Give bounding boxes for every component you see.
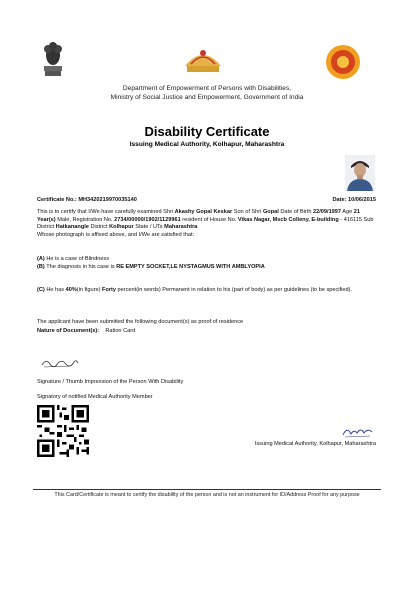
state-seal-icon: [324, 43, 362, 81]
applicant-signature: [40, 355, 80, 369]
certificate-title: Disability Certificate: [144, 124, 270, 139]
state-value: Maharashtra: [164, 224, 198, 231]
applicant-name: Akashy Gopal Keskar: [174, 209, 233, 215]
department-header: [0, 84, 414, 102]
percent-words: Forty: [102, 287, 116, 293]
diagnosis-value: RE EMPTY SOCKET,LE NYSTAGMUS WITH AMBLYOPIA: [116, 264, 265, 270]
clause-b-label: (B): [37, 264, 45, 270]
nature-of-documents: [37, 328, 377, 336]
applicant-signature-label: Signature / Thumb Impression of the Person With Disability: [37, 379, 184, 385]
text-fragment: He has: [44, 287, 66, 293]
father-name: Gopal: [262, 209, 279, 215]
residence-proof-line: The applicant have been submitted the following document(s) as proof of residence: [37, 319, 244, 325]
diagnosis-line: [37, 264, 377, 272]
department-logo-icon: [181, 40, 225, 76]
nature-label: Nature of Document(s):: [37, 328, 100, 334]
text-fragment: (in figure): [76, 287, 102, 293]
text-fragment: Whose photograph is affixed above, and I/We are satisfied that:: [37, 231, 195, 238]
ministry-line: Ministry of Social Justice and Empowerment, Government of India: [110, 94, 304, 101]
text-fragment: The diagnosis in his case is: [44, 264, 117, 270]
signatory-label: Signatory of notified Medical Authority Member: [37, 394, 153, 400]
certificate-number: Certificate No.: MH3420219970035140: [37, 197, 137, 203]
issuing-authority-label: Issuing Medical Authority, Kolhapur, Maharashtra: [254, 441, 376, 447]
text-fragment: This is to certify that I/We have carefully examined Shri: [37, 209, 175, 215]
text-fragment: Age: [341, 209, 354, 215]
certificate-subtitle: Issuing Medical Authority, Kolhapur, Maharashtra: [129, 141, 285, 148]
national-emblem-icon: [40, 40, 66, 78]
disability-percentage-line: [37, 287, 377, 295]
text-fragment: Date of Birth: [278, 209, 314, 215]
age-value: 21 Year(s): [37, 209, 361, 223]
date-of-birth: 22/09/1997: [313, 209, 342, 215]
certificate-date: Date: 10/06/2015: [332, 197, 376, 203]
text-fragment: District: [88, 224, 110, 231]
certification-paragraph: [37, 209, 377, 239]
clause-c-label: (C): [37, 287, 45, 293]
authority-signature: [340, 424, 376, 440]
footer-disclaimer: This Card/Certificate is meant to certify the disability of the person and is not an instrument for ID/Address Proof for any purpose: [54, 492, 360, 498]
text-fragment: - 416115 Sub District: [37, 216, 374, 231]
department-line: Department of Empowerment of Persons with Disabilities,: [122, 85, 292, 92]
address-value: Vikas Nagar, Mscb Colleny, E-building: [237, 216, 339, 223]
district-value: Kolhapur: [109, 224, 134, 231]
nature-value: Ration Card: [105, 328, 136, 334]
text-fragment: resident of House No.: [180, 216, 238, 223]
text-fragment: State / UTs: [133, 224, 165, 231]
subdistrict-value: Hatkanangle: [55, 224, 89, 231]
text-fragment: percent(in words) Permanent in relation to his (part of body) as per guidelines (to be specified).: [115, 287, 352, 293]
registration-number: 2734/00000/1902/1129961: [114, 216, 181, 223]
disability-type-line: [37, 256, 377, 264]
footer-divider: [33, 489, 381, 490]
applicant-photo: [345, 155, 375, 191]
clause-a-label: (A): [37, 256, 45, 262]
text-fragment: Son of Shri: [232, 209, 263, 215]
text-fragment: Male, Registration No.: [55, 216, 115, 223]
qr-code: [37, 405, 89, 457]
percent-figure: 40%: [65, 287, 77, 293]
disability-type: He is a case of Blindness: [44, 256, 110, 262]
